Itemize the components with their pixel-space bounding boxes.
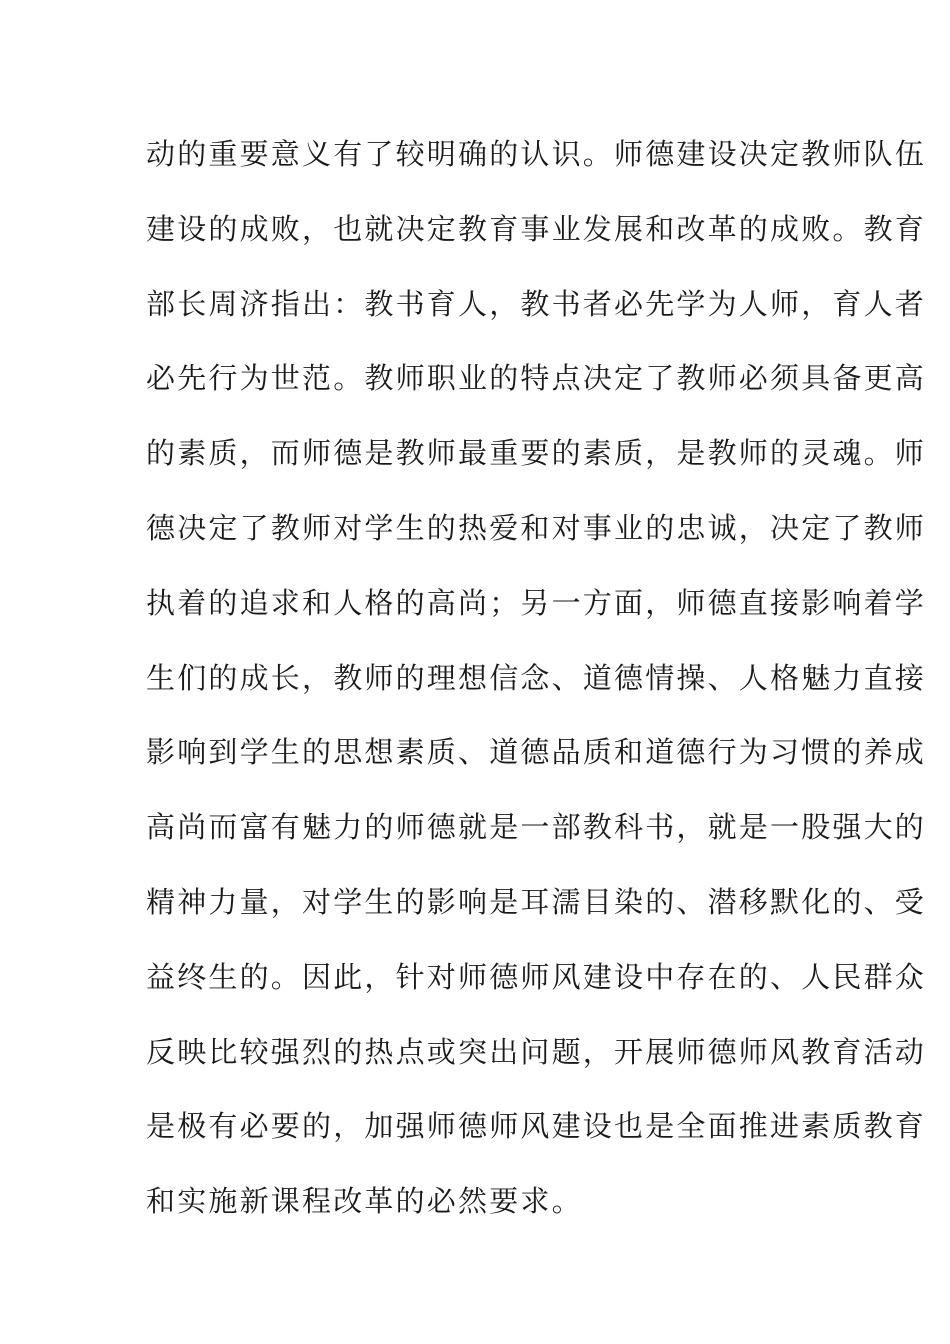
text-line: 建设的成败，也就决定教育事业发展和改革的成败。教育	[146, 211, 927, 246]
text-line: 必先行为世范。教师职业的特点决定了教师必须具备更高	[146, 361, 927, 396]
text-line: 执着的追求和人格的高尚；另一方面，师德直接影响着学	[146, 585, 927, 620]
body-paragraph	[146, 128, 927, 1250]
text-line: 是极有必要的，加强师德师风建设也是全面推进素质教育	[146, 1109, 927, 1144]
text-line: 部长周济指出：教书育人，教书者必先学为人师，育人者	[146, 286, 927, 321]
text-line: 益终生的。因此，针对师德师风建设中存在的、人民群众	[146, 959, 927, 994]
text-line: 的素质，而师德是教师最重要的素质，是教师的灵魂。师	[146, 436, 927, 471]
text-line: 动的重要意义有了较明确的认识。师德建设决定教师队伍	[146, 137, 927, 171]
text-line: 反映比较强烈的热点或突出问题，开展师德师风教育活动	[146, 1034, 927, 1069]
text-line: 高尚而富有魅力的师德就是一部教科书，就是一股强大的	[146, 810, 927, 845]
text-line: 精神力量，对学生的影响是耳濡目染的、潜移默化的、受	[146, 884, 927, 919]
text-line: 生们的成长，教师的理想信念、道德情操、人格魅力直接	[146, 660, 927, 695]
text-line: 影响到学生的思想素质、道德品质和道德行为习惯的养成	[146, 735, 927, 770]
text-line: 和实施新课程改革的必然要求。	[146, 1184, 583, 1219]
text-line: 德决定了教师对学生的热爱和对事业的忠诚，决定了教师	[146, 510, 927, 545]
